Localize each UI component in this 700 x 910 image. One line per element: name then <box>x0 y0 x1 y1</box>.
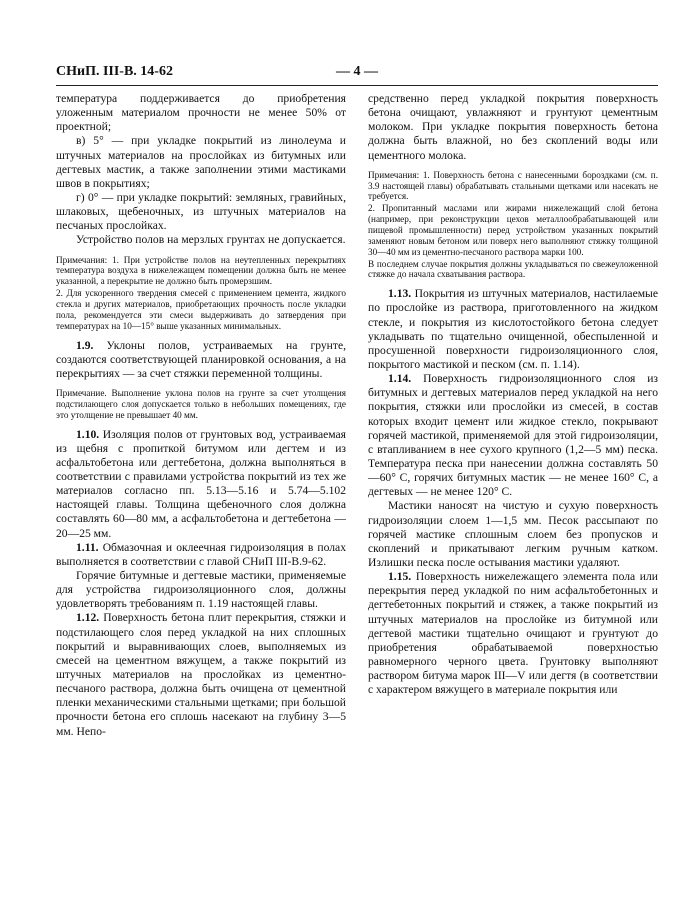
numbered-clause <box>368 570 658 697</box>
clause-number: 1.9. <box>76 338 94 352</box>
clause-number: 1.11. <box>76 540 99 554</box>
paragraph-text: Обмазочная и оклеечная гидроизоляция в полах выполняется в соответствии с главой СНиП III-В.9-62. <box>56 540 346 568</box>
numbered-clause <box>56 541 346 569</box>
paragraph-text: средственно перед укладкой покрытия поверхность бетона очищают, увлажняют и грунтуют цементным молоком. При укладке покрытия поверхность бетона должна быть влажной, но без скоплений воды или цементного молока. <box>368 92 658 162</box>
numbered-clause <box>56 339 346 381</box>
numbered-clause <box>56 611 346 738</box>
body-paragraph <box>56 191 346 233</box>
note-paragraph: В последнем случае покрытия должны укладываться по свежеуложенной стяжке до начала схватывания раствора. <box>368 258 658 280</box>
paragraph-text: Поверхность гидроизоляционного слоя из битумных и дегтевых материалов перед укладкой на него покрытия, стяжки или прослойки из смесей, в состав которых входит цемент или жидкое стекло, покрывают горячей мастикой, применяемой для этой гидроизоляции, с втапливанием в нее сухого крупного (1,2—5 мм) песка. Температура песка при нанесении должна составлять 50—60° С, горячих битумных мастик — не менее 160° С, а дегтевых — не менее 120° С. <box>368 372 658 499</box>
clause-number: 1.10. <box>76 427 100 441</box>
body-paragraph <box>56 134 346 191</box>
text-columns <box>56 92 658 739</box>
header-divider <box>56 85 658 86</box>
paragraph-text: г) 0° — при укладке покрытий: земляных, гравийных, шлаковых, щебеночных, из штучных материалов на песчаных прослойках. <box>56 190 346 233</box>
left-column <box>56 92 346 739</box>
body-paragraph <box>56 233 346 247</box>
paragraph-text: Мастики наносят на чистую и сухую поверхность гидроизоляции слоем 1—1,5 мм. Песок рассыпают по горячей мастике сплошным слоем без пропусков и скоплений и прикатывают легким ручным катком. Излишки песка после остывания мастики удаляют. <box>368 499 658 569</box>
paragraph-text: Покрытия из штучных материалов, настилаемые по прослойке из раствора, приготовленного на жидком стекле, и покрытия из кислотостойкого бетона следует укладывать по тщательно очищенной, обеспыленной и просушенной поверхности гидроизоляционного слоя, покрытого мастикой и песком (см. п. 1.14). <box>368 287 658 371</box>
page-number: — 4 — <box>336 64 378 79</box>
paragraph-text: Горячие битумные и дегтевые мастики, применяемые для устройства гидроизоляционного слоя, должны удовлетворять требованиям п. 1.19 настоящей главы. <box>56 568 346 611</box>
clause-number: 1.15. <box>388 570 412 584</box>
numbered-clause <box>368 287 658 372</box>
paragraph-text: Устройство полов на мерзлых грунтах не допускается. <box>76 233 346 247</box>
numbered-clause <box>368 372 658 499</box>
body-paragraph <box>368 92 658 163</box>
body-paragraph <box>368 499 658 570</box>
paragraph-text: Изоляция полов от грунтовых вод, устраиваемая из щебня с пропиткой битумом или дегтем и из асфальтобетона или дегтебетона, должна выполняться в соответствии с правилами устройства покрытий из тех же материалов согласно пп. 5.13—5.16 и 5.74—5.102 настоящей главы. Толщина щебеночного слоя должна составлять 60—80 мм, а асфальтобетона и дегтебетона — 20—25 мм. <box>56 427 346 540</box>
note-paragraph: Примечание. Выполнение уклона полов на грунте за счет утолщения подстилающего слоя допускается только в небольших помещениях, где это утолщение не превышает 40 мм. <box>56 387 346 420</box>
paragraph-text: в) 5° — при укладке покрытий из линолеума и штучных материалов на прослойках из битумных или дегтевых мастик, а также заполнении этими мастиками швов в покрытиях; <box>56 134 346 190</box>
clause-number: 1.12. <box>76 611 100 625</box>
numbered-clause <box>56 428 346 541</box>
clause-number: 1.13. <box>388 287 412 301</box>
body-paragraph <box>56 569 346 611</box>
paragraph-text: температура поддерживается до приобретения уложенным материалом прочности не менее 50% от проектной; <box>56 92 346 134</box>
clause-number: 1.14. <box>388 372 412 386</box>
body-paragraph <box>56 92 346 134</box>
paragraph-text: Поверхность бетона плит перекрытия, стяжки и подстилающего слоя перед укладкой на них сплошных покрытий и выравнивающих слоев, выполняемых из смесей на цементном вяжущем, а также покрытий из штучных материалов на прослойках из цементно-песчаного раствора, должна быть очищена от цементной пленки механическими стальными щетками; при большой прочности бетона его сплошь насекают на глубину 3—5 мм. Непо- <box>56 611 346 738</box>
paragraph-text: Поверхность нижележащего элемента пола или перекрытия перед укладкой по ним асфальтобетонных и дегтебетонных покрытий и стяжек, а также покрытий из штучных материалов на прослойке из битумной или дегтевой мастики тщательно очищают и грунтуют до приобретения обрабатываемой поверхностью равномерного черного цвета. Грунтовку выполняют раствором битума марок III—V или дегтя (в соответствии с характером вяжущего в материале покрытия или <box>368 570 659 697</box>
note-paragraph: 2. Пропитанный маслами или жирами нижележащий слой бетона (например, при реконструкции цехов металлообрабатывающей или пищевой промышленности) перед устройством указанных покрытий заменяют новым бетоном или поверх него выполняют стяжку толщиной 30—40 мм из цементно-песчаного раствора марки 100. <box>368 203 658 257</box>
note-paragraph: Примечания: 1. При устройстве полов на неутепленных перекрытиях температура воздуха в нижележащем помещении должна быть не менее указанной, а перекрытие не должно быть промерзшим. <box>56 254 346 287</box>
note-paragraph: Примечания: 1. Поверхность бетона с нанесенными бороздками (см. п. 3.9 настоящей главы) обрабатывать стальными щетками или насекать не требуется. <box>368 169 658 202</box>
document-code: СНиП. III-В. 14-62 <box>56 64 173 79</box>
right-column <box>368 92 658 739</box>
page-header <box>56 64 658 86</box>
paragraph-text: Уклоны полов, устраиваемых на грунте, создаются соответствующей планировкой основания, а на перекрытиях — за счет стяжки переменной толщины. <box>56 338 346 380</box>
note-paragraph: 2. Для ускоренного твердения смесей с применением цемента, жидкого стекла и других материалов, приобретающих прочность после укладки пола, рекомендуется эти смеси выдерживать до затвердения при температурах на 10—15° выше указанных минимальных. <box>56 288 346 331</box>
